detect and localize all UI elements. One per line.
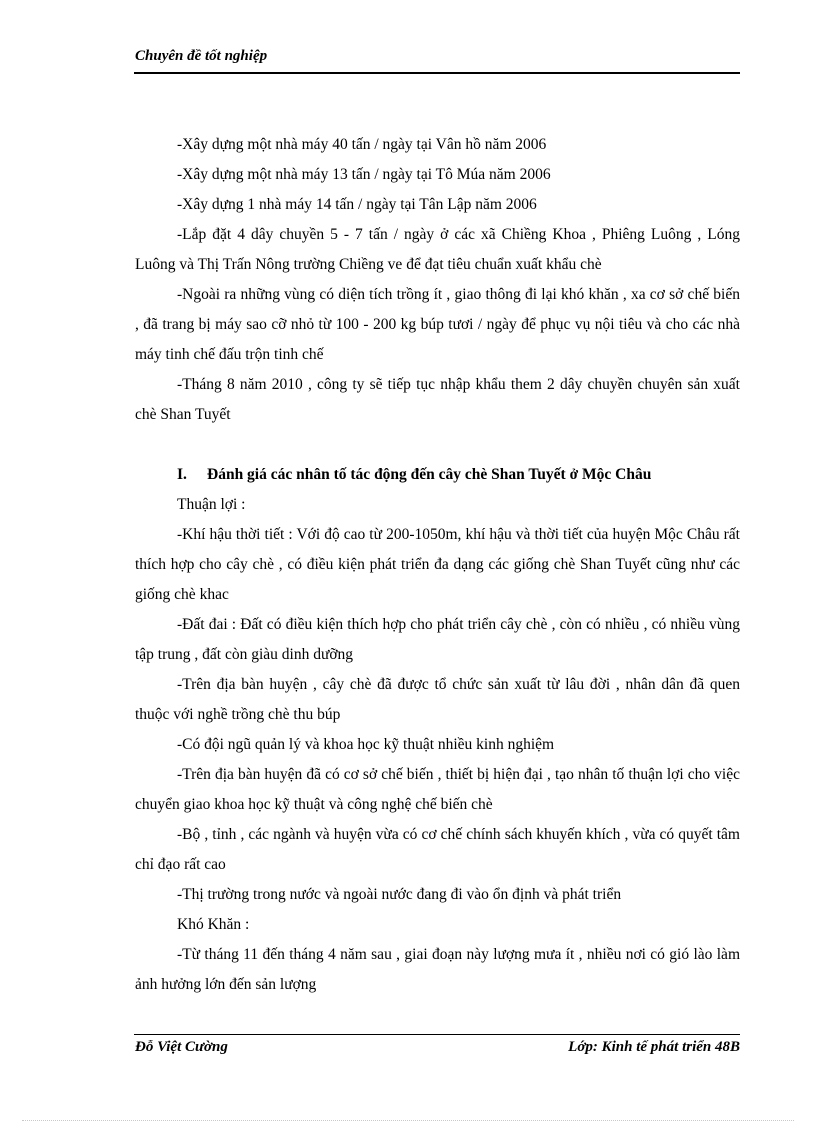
section-number: I. [177,466,187,483]
section-paragraph: -Trên địa bàn huyện , cây chè đã được tổ chức sản xuất từ lâu đời , nhân dân đã quen thuộc với nghề trồng chè thu búp [135,676,740,723]
intro-paragraph: -Xây dựng 1 nhà máy 14 tấn / ngày tại Tân Lập năm 2006 [177,196,537,213]
intro-paragraph: -Tháng 8 năm 2010 , công ty sẽ tiếp tục nhập khẩu them 2 dây chuyền chuyên sản xuất chè Shan Tuyết [135,376,740,423]
document-body [135,130,740,1000]
header-rule [134,72,740,74]
page-edge-divider [22,1120,794,1121]
footer-class: Lớp: Kinh tế phát triển 48B [568,1039,740,1055]
section-paragraph: -Trên địa bàn huyện đã có cơ sở chế biến , thiết bị hiện đại , tạo nhân tố thuận lợi cho việc chuyển giao khoa học kỹ thuật và công nghệ chế biến chè [135,766,740,813]
section-paragraph: -Từ tháng 11 đến tháng 4 năm sau , giai đoạn này lượng mưa ít , nhiều nơi có gió lào làm ảnh hưởng lớn đến sản lượng [135,946,740,993]
section-title: Đánh giá các nhân tố tác động đến cây chè Shan Tuyết ở Mộc Châu [207,466,652,483]
section-heading [177,460,740,490]
section-paragraph: Khó Khăn : [177,916,250,933]
header-title: Chuyên đề tốt nghiệp [135,48,268,64]
section-paragraph: -Đất đai : Đất có điều kiện thích hợp cho phát triển cây chè , còn có nhiều , có nhiều vùng tập trung , đất còn giàu dinh dưỡng [135,616,740,663]
intro-paragraph: -Lắp đặt 4 dây chuyền 5 - 7 tấn / ngày ở các xã Chiềng Khoa , Phiêng Luông , Lóng Luông và Thị Trấn Nông trường Chiềng ve để đạt tiêu chuẩn xuất khẩu chè [135,226,740,273]
section-paragraph: Thuận lợi : [177,496,246,513]
section-paragraph: -Có đội ngũ quản lý và khoa học kỹ thuật nhiều kinh nghiệm [177,736,555,753]
intro-paragraph: -Xây dựng một nhà máy 40 tấn / ngày tại Vân hồ năm 2006 [177,136,547,153]
intro-paragraph: -Ngoài ra những vùng có diện tích trồng ít , giao thông đi lại khó khăn , xa cơ sở chế biến , đã trang bị máy sao cỡ nhỏ từ 100 - 200 kg búp tươi / ngày để phục vụ nội tiêu và cho các nhà máy tinh chế đấu trộn tinh chế [135,286,740,363]
footer-rule [134,1034,740,1035]
section-paragraph: -Bộ , tỉnh , các ngành và huyện vừa có cơ chế chính sách khuyến khích , vừa có quyết tâm chỉ đạo rất cao [135,826,740,873]
section-paragraph: -Thị trường trong nước và ngoài nước đang đi vào ổn định và phát triển [177,886,622,903]
footer-author: Đỗ Việt Cường [135,1039,228,1055]
section-paragraph: -Khí hậu thời tiết : Với độ cao từ 200-1050m, khí hậu và thời tiết của huyện Mộc Châu rất thích hợp cho cây chè , có điều kiện phát triển đa dạng các giống chè Shan Tuyết cũng như các giống chè khac [135,526,740,603]
intro-paragraph: -Xây dựng một nhà máy 13 tấn / ngày tại Tô Múa năm 2006 [177,166,551,183]
